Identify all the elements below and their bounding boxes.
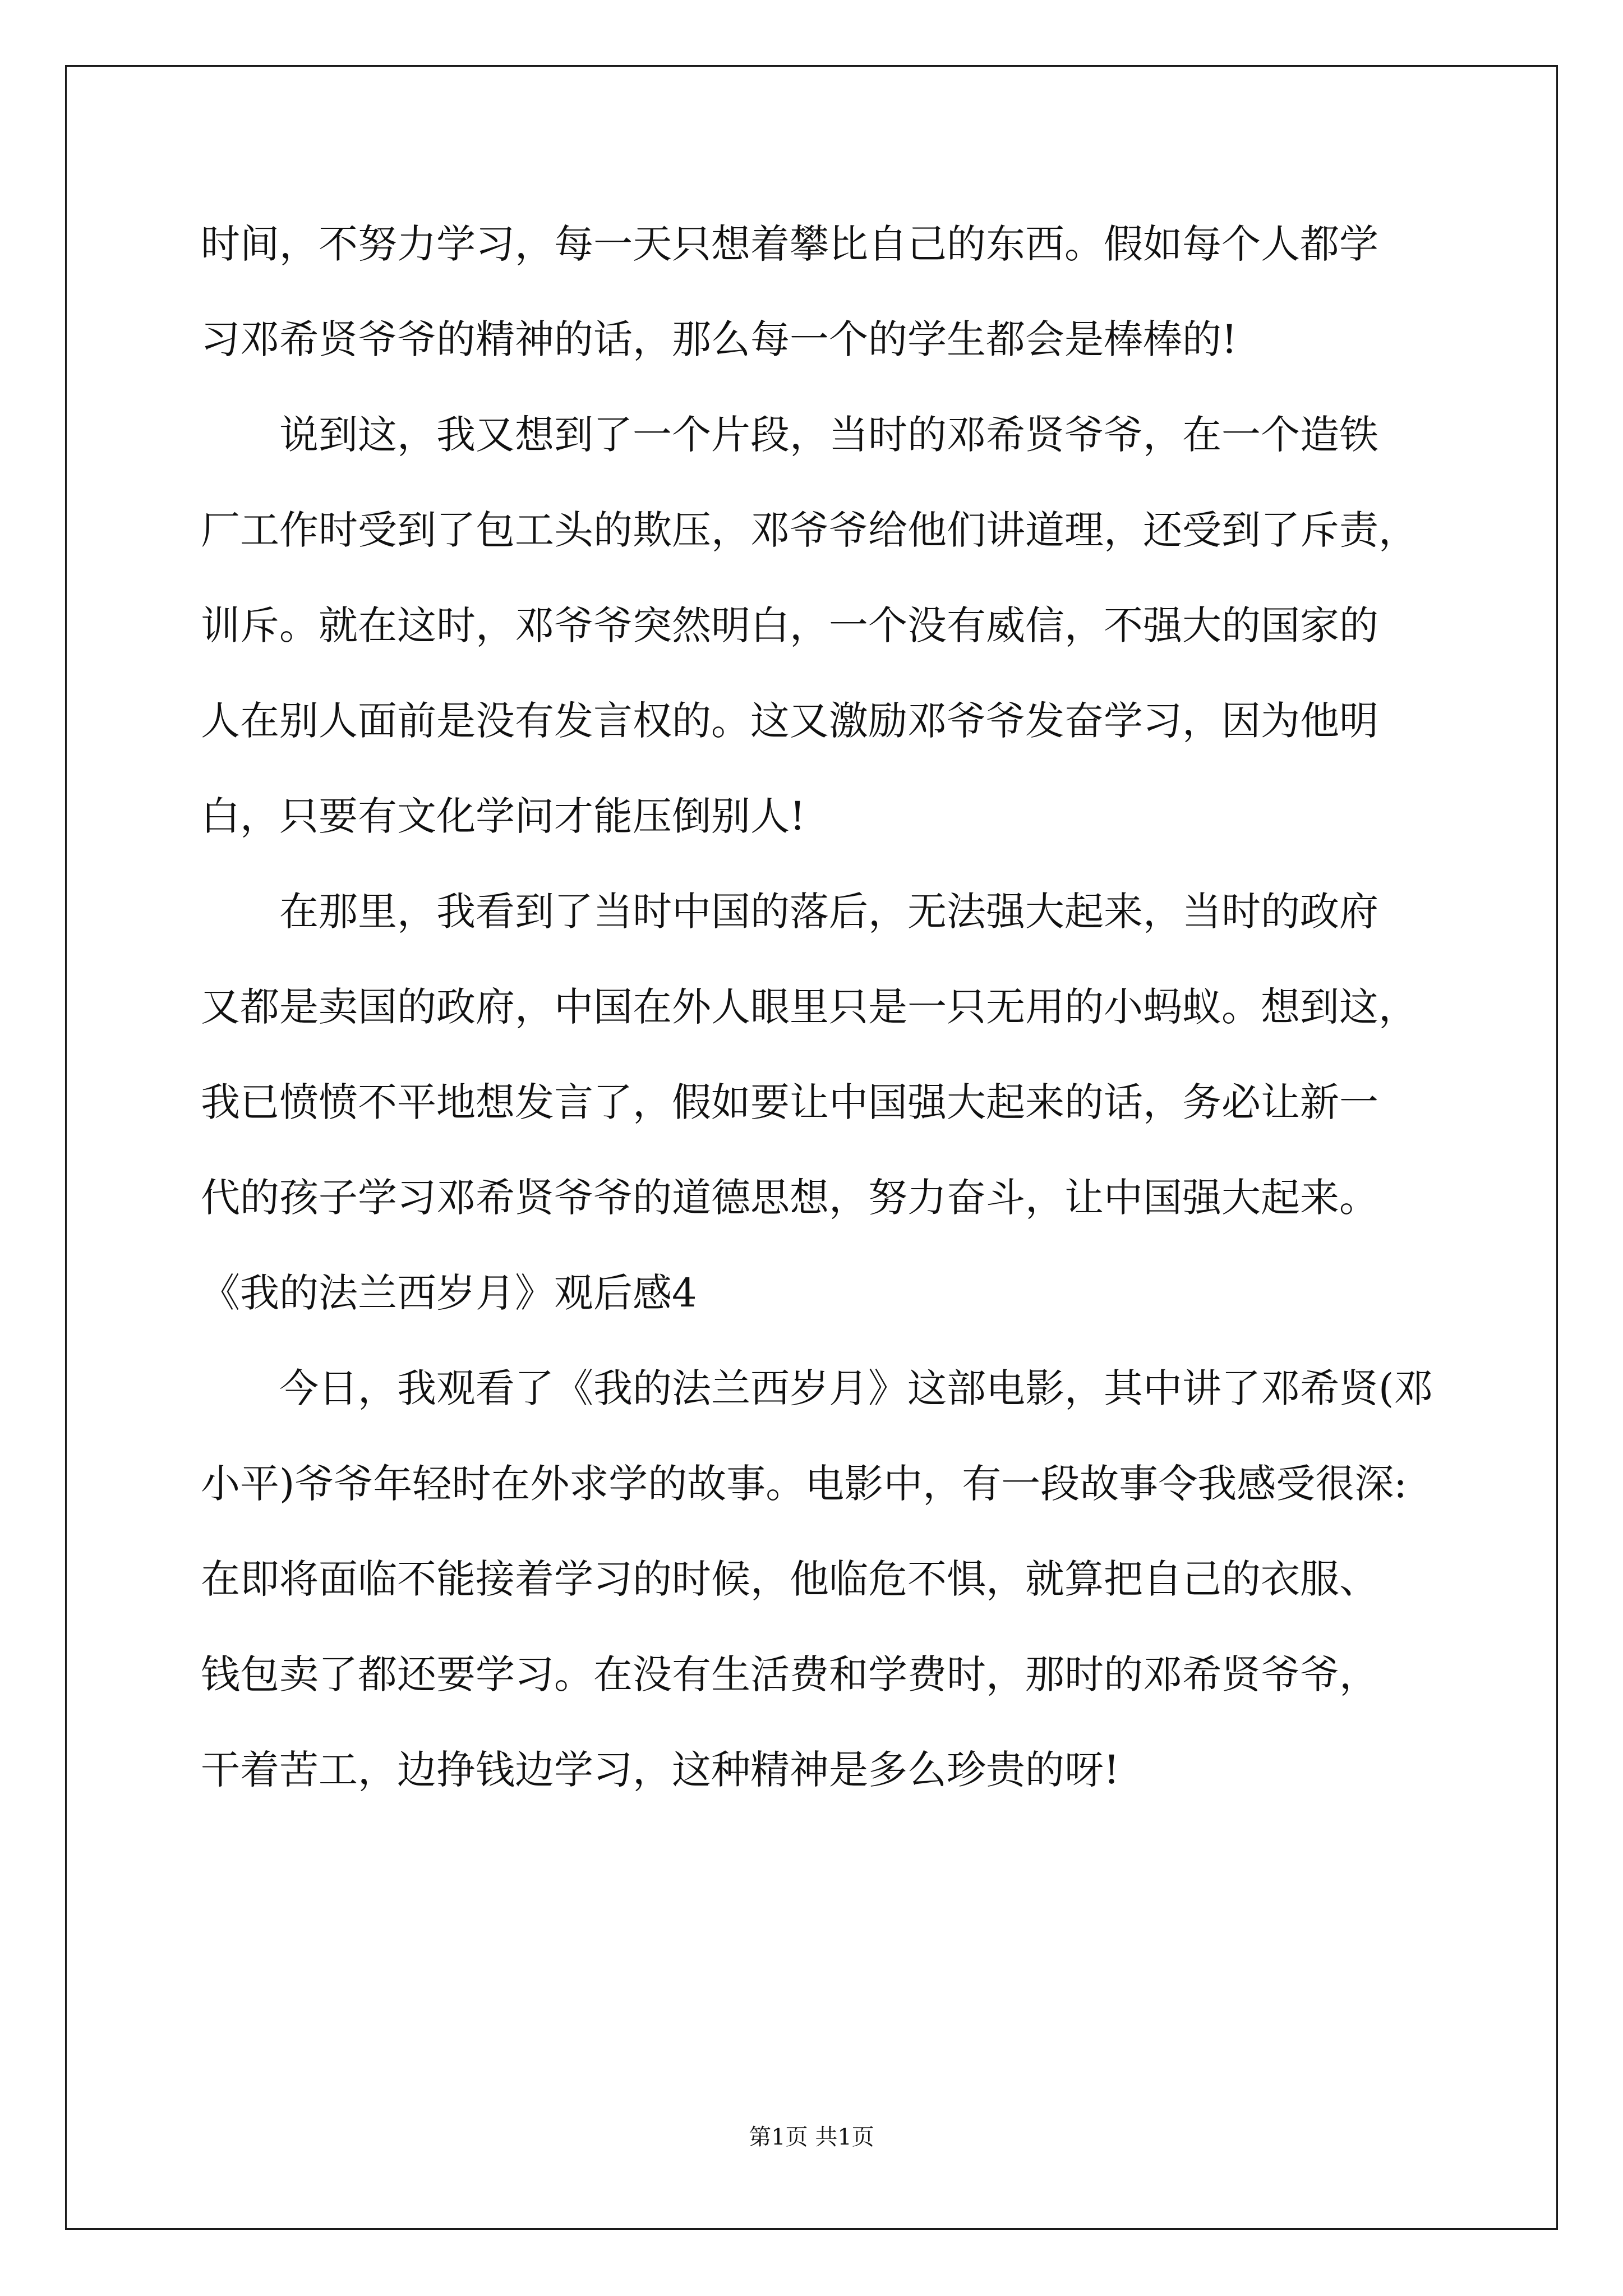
text-line: 又都是卖国的政府，中国在外人眼里只是一只无用的小蚂蚁。想到这， [201, 984, 1418, 1030]
text-line: 白，只要有文化学问才能压倒别人! [201, 793, 806, 839]
text-line: 钱包卖了都还要学习。在没有生活费和学费时，那时的邓希贤爷爷， [201, 1651, 1378, 1697]
text-line: 小平)爷爷年轻时在外求学的故事。电影中，有一段故事令我感受很深: [201, 1461, 1407, 1507]
page-footer: 第1页 共1页 [749, 2124, 874, 2150]
text-line: 习邓希贤爷爷的精神的话，那么每一个的学生都会是棒棒的! [201, 316, 1238, 362]
text-line: 干着苦工，边挣钱边学习，这种精神是多么珍贵的呀! [201, 1747, 1120, 1793]
text-line: 代的孩子学习邓希贤爷爷的道德思想，努力奋斗，让中国强大起来。 [201, 1175, 1378, 1221]
text-line: 在即将面临不能接着学习的时候，他临危不惧，就算把自己的衣服、 [201, 1556, 1378, 1602]
text-line: 训斥。就在这时，邓爷爷突然明白，一个没有威信，不强大的国家的 [201, 602, 1378, 648]
paragraph-start-line: 今日，我观看了《我的法兰西岁月》这部电影，其中讲了邓希贤(邓 [279, 1365, 1433, 1411]
text-line: 时间，不努力学习，每一天只想着攀比自己的东西。假如每个人都学 [201, 221, 1378, 267]
text-line: 我已愤愤不平地想发言了，假如要让中国强大起来的话，务必让新一 [201, 1079, 1378, 1125]
paragraph-start-line: 说到这，我又想到了一个片段，当时的邓希贤爷爷，在一个造铁 [279, 412, 1378, 458]
text-line: 厂工作时受到了包工头的欺压，邓爷爷给他们讲道理，还受到了斥责， [201, 507, 1418, 553]
paragraph-start-line: 在那里，我看到了当时中国的落后，无法强大起来，当时的政府 [279, 889, 1378, 935]
text-line: 人在别人面前是没有发言权的。这又激励邓爷爷发奋学习，因为他明 [201, 698, 1378, 744]
section-heading: 《我的法兰西岁月》观后感4 [201, 1270, 697, 1316]
page-border [65, 65, 1558, 2230]
